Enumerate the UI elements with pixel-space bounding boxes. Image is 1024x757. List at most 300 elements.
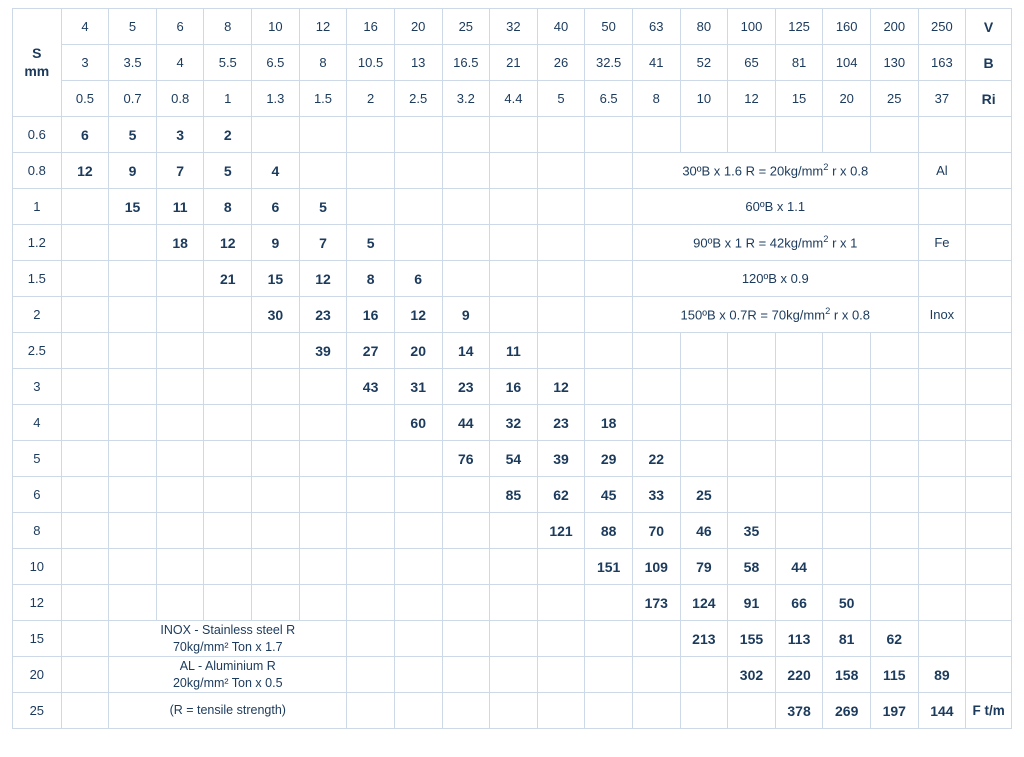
force-value: 23 — [299, 297, 347, 333]
empty-cell — [61, 621, 109, 657]
force-value: 46 — [680, 513, 728, 549]
empty-cell — [109, 585, 157, 621]
row-header-thickness: 5 — [13, 441, 62, 477]
header-b-3: 5.5 — [204, 45, 252, 81]
material-label-3 — [918, 261, 966, 297]
empty-cell — [442, 621, 490, 657]
force-value: 6 — [252, 189, 300, 225]
force-value: 109 — [632, 549, 680, 585]
row-header-thickness: 1 — [13, 189, 62, 225]
empty-cell — [394, 513, 442, 549]
table-row — [13, 333, 1012, 369]
empty-cell — [680, 333, 728, 369]
header-ri-5: 1.5 — [299, 81, 347, 117]
force-value: 29 — [585, 441, 633, 477]
empty-cell — [537, 153, 585, 189]
empty-cell — [347, 153, 395, 189]
empty-cell — [156, 549, 204, 585]
empty-cell — [537, 333, 585, 369]
empty-cell — [918, 585, 966, 621]
force-value: 23 — [442, 369, 490, 405]
header-b-4: 6.5 — [252, 45, 300, 81]
force-value: 44 — [442, 405, 490, 441]
empty-cell — [299, 585, 347, 621]
empty-cell — [490, 117, 538, 153]
empty-cell — [442, 117, 490, 153]
empty-cell — [918, 117, 966, 153]
header-v-10: 40 — [537, 9, 585, 45]
row-header-thickness: 20 — [13, 657, 62, 693]
empty-cell — [61, 585, 109, 621]
empty-cell — [585, 297, 633, 333]
empty-cell — [252, 333, 300, 369]
empty-cell — [918, 549, 966, 585]
empty-cell — [823, 441, 871, 477]
empty-cell — [680, 117, 728, 153]
force-value: 6 — [61, 117, 109, 153]
empty-cell — [347, 657, 395, 693]
empty-cell — [728, 117, 776, 153]
header-ri-12: 8 — [632, 81, 680, 117]
force-value: 113 — [775, 621, 823, 657]
row-header-thickness: 0.8 — [13, 153, 62, 189]
empty-cell — [775, 369, 823, 405]
force-value: 50 — [823, 585, 871, 621]
empty-cell — [966, 657, 1012, 693]
empty-cell — [204, 477, 252, 513]
force-value: 151 — [585, 549, 633, 585]
header-v-1: 5 — [109, 9, 157, 45]
empty-cell — [966, 585, 1012, 621]
header-b-12: 41 — [632, 45, 680, 81]
force-value: 3 — [156, 117, 204, 153]
empty-cell — [966, 405, 1012, 441]
force-value: 81 — [823, 621, 871, 657]
header-v-2: 6 — [156, 9, 204, 45]
empty-cell — [156, 441, 204, 477]
header-b-7: 13 — [394, 45, 442, 81]
empty-cell — [156, 369, 204, 405]
table-row — [13, 405, 1012, 441]
header-ri-16: 20 — [823, 81, 871, 117]
header-v-0: 4 — [61, 9, 109, 45]
empty-cell — [966, 261, 1012, 297]
row-header-thickness: 8 — [13, 513, 62, 549]
header-b-17: 130 — [870, 45, 918, 81]
header-b-9: 21 — [490, 45, 538, 81]
table-row — [13, 153, 1012, 189]
empty-cell — [299, 477, 347, 513]
force-value: 21 — [204, 261, 252, 297]
empty-cell — [347, 441, 395, 477]
force-value: 378 — [775, 693, 823, 729]
force-value: 158 — [823, 657, 871, 693]
header-v-16: 160 — [823, 9, 871, 45]
empty-cell — [585, 261, 633, 297]
force-value: 30 — [252, 297, 300, 333]
empty-cell — [394, 225, 442, 261]
force-value: 66 — [775, 585, 823, 621]
empty-cell — [870, 441, 918, 477]
table-body — [13, 9, 1012, 729]
empty-cell — [109, 477, 157, 513]
empty-cell — [870, 549, 918, 585]
empty-cell — [109, 297, 157, 333]
empty-cell — [204, 369, 252, 405]
empty-cell — [156, 261, 204, 297]
empty-cell — [61, 693, 109, 729]
empty-cell — [490, 189, 538, 225]
table-row — [13, 477, 1012, 513]
header-row-ri — [13, 81, 1012, 117]
legend-cell-2: (R = tensile strength) — [109, 693, 347, 729]
header-v-18: 250 — [918, 9, 966, 45]
force-value: 121 — [537, 513, 585, 549]
empty-cell — [109, 369, 157, 405]
force-value: 31 — [394, 369, 442, 405]
empty-cell — [585, 189, 633, 225]
empty-cell — [299, 405, 347, 441]
header-ri-0: 0.5 — [61, 81, 109, 117]
empty-cell — [966, 369, 1012, 405]
empty-cell — [109, 333, 157, 369]
table-row — [13, 369, 1012, 405]
header-row-b — [13, 45, 1012, 81]
header-ri-15: 15 — [775, 81, 823, 117]
empty-cell — [537, 693, 585, 729]
empty-cell — [156, 297, 204, 333]
empty-cell — [823, 405, 871, 441]
empty-cell — [585, 153, 633, 189]
empty-cell — [109, 513, 157, 549]
empty-cell — [299, 153, 347, 189]
header-ri-10: 5 — [537, 81, 585, 117]
empty-cell — [394, 657, 442, 693]
force-value: 91 — [728, 585, 776, 621]
empty-cell — [347, 621, 395, 657]
empty-cell — [490, 513, 538, 549]
force-value: 25 — [680, 477, 728, 513]
empty-cell — [537, 621, 585, 657]
empty-cell — [394, 117, 442, 153]
force-value: 2 — [204, 117, 252, 153]
empty-cell — [394, 621, 442, 657]
header-ri-2: 0.8 — [156, 81, 204, 117]
empty-cell — [252, 405, 300, 441]
empty-cell — [61, 441, 109, 477]
table-row — [13, 189, 1012, 225]
empty-cell — [537, 549, 585, 585]
empty-cell — [204, 585, 252, 621]
empty-cell — [347, 405, 395, 441]
row-header-thickness: 4 — [13, 405, 62, 441]
empty-cell — [823, 549, 871, 585]
header-b-11: 32.5 — [585, 45, 633, 81]
table-row — [13, 657, 1012, 693]
material-label-2: Fe — [918, 225, 966, 261]
empty-cell — [347, 549, 395, 585]
force-value: 269 — [823, 693, 871, 729]
unit-label: F t/m — [966, 693, 1012, 729]
header-row-label-ri: Ri — [966, 81, 1012, 117]
empty-cell — [823, 369, 871, 405]
bend-force-table-sheet — [0, 8, 1024, 757]
empty-cell — [966, 189, 1012, 225]
row-header-thickness: 10 — [13, 549, 62, 585]
force-value: 213 — [680, 621, 728, 657]
empty-cell — [109, 549, 157, 585]
note-cell-4: 150ºB x $0.7R = 70kg/mm^2$ r x 0.8 — [632, 297, 918, 333]
empty-cell — [632, 333, 680, 369]
empty-cell — [490, 153, 538, 189]
empty-cell — [394, 477, 442, 513]
empty-cell — [490, 693, 538, 729]
empty-cell — [632, 117, 680, 153]
empty-cell — [61, 297, 109, 333]
empty-cell — [775, 405, 823, 441]
empty-cell — [204, 297, 252, 333]
header-v-9: 32 — [490, 9, 538, 45]
corner-label-s-mm: S mm — [13, 9, 62, 117]
empty-cell — [442, 153, 490, 189]
header-b-14: 65 — [728, 45, 776, 81]
force-value: 197 — [870, 693, 918, 729]
force-value: 39 — [537, 441, 585, 477]
empty-cell — [966, 333, 1012, 369]
row-header-thickness: 0.6 — [13, 117, 62, 153]
empty-cell — [585, 225, 633, 261]
header-ri-9: 4.4 — [490, 81, 538, 117]
force-value: 7 — [156, 153, 204, 189]
empty-cell — [823, 117, 871, 153]
empty-cell — [490, 297, 538, 333]
empty-cell — [347, 189, 395, 225]
empty-cell — [870, 369, 918, 405]
empty-cell — [204, 513, 252, 549]
empty-cell — [728, 693, 776, 729]
force-value: 9 — [252, 225, 300, 261]
header-ri-11: 6.5 — [585, 81, 633, 117]
header-ri-13: 10 — [680, 81, 728, 117]
empty-cell — [537, 261, 585, 297]
row-header-thickness: 12 — [13, 585, 62, 621]
empty-cell — [442, 261, 490, 297]
force-value: 12 — [61, 153, 109, 189]
empty-cell — [156, 405, 204, 441]
force-value: 9 — [442, 297, 490, 333]
empty-cell — [632, 405, 680, 441]
force-value: 124 — [680, 585, 728, 621]
empty-cell — [728, 333, 776, 369]
force-value: 5 — [299, 189, 347, 225]
table-row — [13, 225, 1012, 261]
header-ri-6: 2 — [347, 81, 395, 117]
empty-cell — [61, 261, 109, 297]
empty-cell — [823, 513, 871, 549]
header-b-6: 10.5 — [347, 45, 395, 81]
header-v-14: 100 — [728, 9, 776, 45]
note-cell-0: 30ºB x 1.6 $R = 20kg/mm^2$ r x 0.8 — [632, 153, 918, 189]
force-value: 54 — [490, 441, 538, 477]
empty-cell — [490, 585, 538, 621]
empty-cell — [728, 369, 776, 405]
empty-cell — [156, 513, 204, 549]
empty-cell — [632, 369, 680, 405]
header-v-4: 10 — [252, 9, 300, 45]
row-header-thickness: 1.5 — [13, 261, 62, 297]
empty-cell — [728, 477, 776, 513]
header-v-17: 200 — [870, 9, 918, 45]
row-header-thickness: 6 — [13, 477, 62, 513]
empty-cell — [252, 477, 300, 513]
row-header-thickness: 2 — [13, 297, 62, 333]
empty-cell — [823, 333, 871, 369]
empty-cell — [61, 477, 109, 513]
force-value: 70 — [632, 513, 680, 549]
empty-cell — [537, 189, 585, 225]
header-b-15: 81 — [775, 45, 823, 81]
header-b-5: 8 — [299, 45, 347, 81]
empty-cell — [585, 585, 633, 621]
header-b-2: 4 — [156, 45, 204, 81]
empty-cell — [109, 261, 157, 297]
empty-cell — [299, 441, 347, 477]
empty-cell — [966, 441, 1012, 477]
force-value: 62 — [870, 621, 918, 657]
empty-cell — [442, 513, 490, 549]
table-row — [13, 693, 1012, 729]
force-value: 15 — [109, 189, 157, 225]
force-value: 45 — [585, 477, 633, 513]
empty-cell — [347, 513, 395, 549]
force-value: 85 — [490, 477, 538, 513]
empty-cell — [870, 477, 918, 513]
empty-cell — [252, 513, 300, 549]
legend-cell-0: INOX - Stainless steel R 70kg/mm² Ton x 1.7 — [109, 621, 347, 657]
empty-cell — [61, 513, 109, 549]
empty-cell — [394, 441, 442, 477]
empty-cell — [775, 117, 823, 153]
empty-cell — [537, 225, 585, 261]
empty-cell — [394, 189, 442, 225]
empty-cell — [442, 189, 490, 225]
empty-cell — [442, 549, 490, 585]
table-row — [13, 513, 1012, 549]
table-row — [13, 117, 1012, 153]
header-ri-17: 25 — [870, 81, 918, 117]
table-row — [13, 621, 1012, 657]
empty-cell — [109, 441, 157, 477]
empty-cell — [966, 117, 1012, 153]
row-header-thickness: 2.5 — [13, 333, 62, 369]
empty-cell — [966, 477, 1012, 513]
empty-cell — [347, 585, 395, 621]
force-value: 9 — [109, 153, 157, 189]
force-value: 220 — [775, 657, 823, 693]
empty-cell — [204, 441, 252, 477]
header-v-6: 16 — [347, 9, 395, 45]
header-row-label-v: V — [966, 9, 1012, 45]
material-label-4: Inox — [918, 297, 966, 333]
legend-cell-1: AL - Aluminium R 20kg/mm² Ton x 0.5 — [109, 657, 347, 693]
empty-cell — [299, 513, 347, 549]
empty-cell — [870, 405, 918, 441]
empty-cell — [394, 585, 442, 621]
header-ri-3: 1 — [204, 81, 252, 117]
force-value: 27 — [347, 333, 395, 369]
table-row — [13, 585, 1012, 621]
force-value: 6 — [394, 261, 442, 297]
empty-cell — [109, 225, 157, 261]
empty-cell — [680, 657, 728, 693]
empty-cell — [632, 657, 680, 693]
empty-cell — [585, 657, 633, 693]
force-value: 11 — [490, 333, 538, 369]
empty-cell — [442, 693, 490, 729]
empty-cell — [299, 549, 347, 585]
force-value: 44 — [775, 549, 823, 585]
header-ri-4: 1.3 — [252, 81, 300, 117]
empty-cell — [918, 621, 966, 657]
empty-cell — [870, 333, 918, 369]
header-v-11: 50 — [585, 9, 633, 45]
force-value: 14 — [442, 333, 490, 369]
empty-cell — [966, 621, 1012, 657]
empty-cell — [823, 477, 871, 513]
empty-cell — [61, 333, 109, 369]
header-v-13: 80 — [680, 9, 728, 45]
empty-cell — [252, 549, 300, 585]
force-value: 11 — [156, 189, 204, 225]
empty-cell — [775, 333, 823, 369]
empty-cell — [775, 477, 823, 513]
empty-cell — [537, 585, 585, 621]
empty-cell — [61, 549, 109, 585]
force-value: 20 — [394, 333, 442, 369]
table-row — [13, 261, 1012, 297]
empty-cell — [585, 117, 633, 153]
force-value: 5 — [109, 117, 157, 153]
empty-cell — [442, 477, 490, 513]
force-value: 5 — [204, 153, 252, 189]
force-value: 16 — [490, 369, 538, 405]
force-value: 22 — [632, 441, 680, 477]
empty-cell — [442, 225, 490, 261]
header-b-13: 52 — [680, 45, 728, 81]
header-row-v — [13, 9, 1012, 45]
empty-cell — [156, 477, 204, 513]
empty-cell — [347, 117, 395, 153]
empty-cell — [204, 405, 252, 441]
force-value: 173 — [632, 585, 680, 621]
header-b-8: 16.5 — [442, 45, 490, 81]
force-value: 7 — [299, 225, 347, 261]
empty-cell — [585, 369, 633, 405]
empty-cell — [490, 549, 538, 585]
bend-force-table — [12, 8, 1012, 729]
empty-cell — [918, 513, 966, 549]
table-row — [13, 549, 1012, 585]
empty-cell — [918, 477, 966, 513]
force-value: 43 — [347, 369, 395, 405]
empty-cell — [966, 153, 1012, 189]
header-ri-18: 37 — [918, 81, 966, 117]
row-header-thickness: 25 — [13, 693, 62, 729]
force-value: 35 — [728, 513, 776, 549]
header-b-18: 163 — [918, 45, 966, 81]
empty-cell — [918, 441, 966, 477]
empty-cell — [252, 117, 300, 153]
